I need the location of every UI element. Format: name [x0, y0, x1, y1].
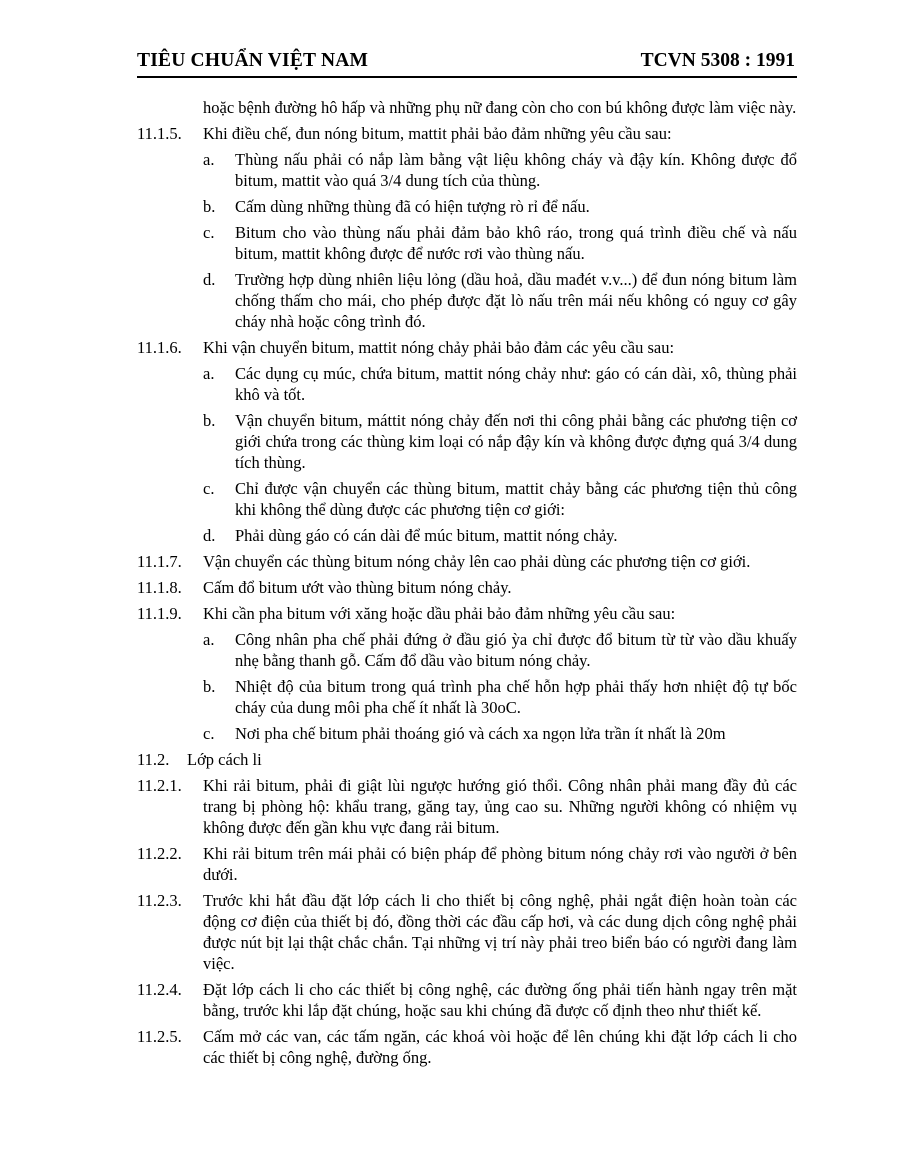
clause-text: Vận chuyển các thùng bitum nóng chảy lên cao phải dùng các phương tiện cơ giới.	[203, 552, 751, 571]
sub-item-letter: b.	[203, 411, 216, 430]
sub-item	[203, 676, 797, 718]
standard-title: TIÊU CHUẨN VIỆT NAM	[137, 50, 369, 71]
sub-item-letter: a.	[203, 150, 215, 169]
clause-number: 11.1.8.	[137, 578, 182, 597]
sub-item-text: Công nhân pha chế phải đứng ở đầu gió ỳa chỉ được đổ bitum từ từ vào dầu khuấy nhẹ bằng thanh gỗ. Cấm đổ dầu vào bitum nóng chảy.	[235, 630, 797, 670]
sub-item	[203, 196, 797, 217]
clause-item	[137, 775, 797, 838]
sub-item	[203, 478, 797, 520]
sub-item-letter: d.	[203, 270, 216, 289]
clause-item	[137, 890, 797, 974]
sub-item-letter: b.	[203, 677, 216, 696]
clause-text: Khi điều chế, đun nóng bitum, mattit phải bảo đảm những yêu cầu sau:	[203, 124, 672, 143]
clause-item	[137, 337, 797, 358]
clause-item	[137, 577, 797, 598]
sub-item-letter: b.	[203, 197, 216, 216]
clause-number: 11.2.1.	[137, 776, 182, 795]
sub-item	[203, 149, 797, 191]
clause-text: Khi rải bitum trên mái phải có biện pháp để phòng bitum nóng chảy rơi vào người ở bên dưới.	[203, 844, 797, 884]
sub-item-letter: c.	[203, 724, 215, 743]
clause-item	[137, 603, 797, 624]
sub-item-text: Bitum cho vào thùng nấu phải đảm bảo khô ráo, trong quá trình điều chế và nấu bitum, mattit không được để nước rơi vào thùng nấu.	[235, 223, 797, 263]
page-header	[137, 42, 797, 78]
clause-number: 11.2.5.	[137, 1027, 182, 1046]
sub-item	[203, 410, 797, 473]
document-body	[137, 97, 797, 1073]
clause-item	[137, 551, 797, 572]
sub-item-letter: a.	[203, 630, 215, 649]
clause-item	[137, 123, 797, 144]
sub-item-text: Chỉ được vận chuyển các thùng bitum, mattit chảy bằng các phương tiện thủ công khi không thể dùng được các phương tiện cơ giới:	[235, 479, 797, 519]
sub-item-text: Cấm dùng những thùng đã có hiện tượng rò rỉ để nấu.	[235, 197, 590, 216]
sub-item-text: Phải dùng gáo có cán dài để múc bitum, mattit nóng chảy.	[235, 526, 618, 545]
clause-item	[137, 1026, 797, 1068]
section-title: Lớp cách li	[187, 750, 262, 769]
clause-number: 11.2.2.	[137, 844, 182, 863]
sub-item-text: Các dụng cụ múc, chứa bitum, mattit nóng chảy như: gáo có cán dài, xô, thùng phải khô và tốt.	[235, 364, 797, 404]
clause-number: 11.1.9.	[137, 604, 182, 623]
section-heading	[137, 749, 797, 770]
clause-text: Trước khi hắt đầu đặt lớp cách li cho thiết bị công nghệ, phải ngắt điện hoàn toàn các động cơ điện của thiết bị đó, đồng thời các đầu cấp hơi, và các dung dịch công nghệ phải được nút bịt lại thật chắc chắn. Tại những vị trí này phải treo biển báo có người đang làm việc.	[203, 891, 797, 973]
clause-item	[137, 979, 797, 1021]
sub-item-letter: d.	[203, 526, 216, 545]
clause-number: 11.1.6.	[137, 338, 182, 357]
sub-item-letter: c.	[203, 223, 215, 242]
standard-code: TCVN 5308 : 1991	[640, 50, 795, 71]
sub-item	[203, 269, 797, 332]
clause-item	[137, 843, 797, 885]
sub-item	[203, 723, 797, 744]
clause-text: Khi cần pha bitum với xăng hoặc dầu phải bảo đảm những yêu cầu sau:	[203, 604, 676, 623]
section-number: 11.2.	[137, 750, 170, 769]
sub-item-text: Nhiệt độ của bitum trong quá trình pha chế hỗn hợp phải thấy hơn nhiệt độ tự bốc cháy của dung môi pha chế ít nhất là 30oC.	[235, 677, 797, 717]
clause-text: Khi vận chuyển bitum, mattit nóng chảy phải bảo đảm các yêu cầu sau:	[203, 338, 675, 357]
clause-number: 11.2.3.	[137, 891, 182, 910]
sub-item-letter: a.	[203, 364, 215, 383]
clause-text: Khi rải bitum, phải đi giật lùi ngược hướng gió thổi. Công nhân phải mang đầy đủ các trang bị phòng hộ: khẩu trang, găng tay, ủng cao su. Những người không có nhiệm vụ không được đến gần khu vực đang rải bitum.	[203, 776, 797, 837]
clause-text: Cấm đổ bitum ướt vào thùng bitum nóng chảy.	[203, 578, 512, 597]
sub-item-text: Nơi pha chế bitum phải thoáng gió và cách xa ngọn lửa trần ít nhất là 20m	[235, 724, 726, 743]
sub-item	[203, 525, 797, 546]
clause-number: 11.1.7.	[137, 552, 182, 571]
sub-item	[203, 363, 797, 405]
clause-text: Đặt lớp cách li cho các thiết bị công nghệ, các đường ống phải tiến hành ngay trên mặt bằng, trước khi lắp đặt chúng, hoặc sau khi chúng đã được cố định theo như thiết kế.	[203, 980, 797, 1020]
clause-number: 11.2.4.	[137, 980, 182, 999]
sub-item-letter: c.	[203, 479, 215, 498]
continuation-paragraph: hoặc bệnh đường hô hấp và những phụ nữ đang còn cho con bú không được làm việc này.	[203, 98, 797, 117]
sub-item-text: Vận chuyển bitum, máttit nóng chảy đến nơi thi công phải bằng các phương tiện cơ giới chứa trong các thùng kim loại có nắp đậy kín và không được đựng quá 3/4 dung tích thùng.	[235, 411, 797, 472]
sub-item	[203, 222, 797, 264]
clause-text: Cấm mở các van, các tấm ngăn, các khoá vòi hoặc để lên chúng khi đặt lớp cách li cho các thiết bị công nghệ, đường ống.	[203, 1027, 797, 1067]
clauses-11-2	[137, 775, 797, 1068]
clause-number: 11.1.5.	[137, 124, 182, 143]
sub-item-text: Thùng nấu phải có nắp làm bằng vật liệu không cháy và đậy kín. Không được đổ bitum, mattit vào quá 3/4 dung tích của thùng.	[235, 150, 797, 190]
clauses-11-1	[137, 123, 797, 744]
sub-item	[203, 629, 797, 671]
sub-item-text: Trường hợp dùng nhiên liệu lỏng (dầu hoả, dầu mađét v.v...) để đun nóng bitum làm chống thấm cho mái, cho phép được đặt lò nấu trên mái nếu không có nguy cơ gây cháy nhà hoặc công trình đó.	[235, 270, 797, 331]
